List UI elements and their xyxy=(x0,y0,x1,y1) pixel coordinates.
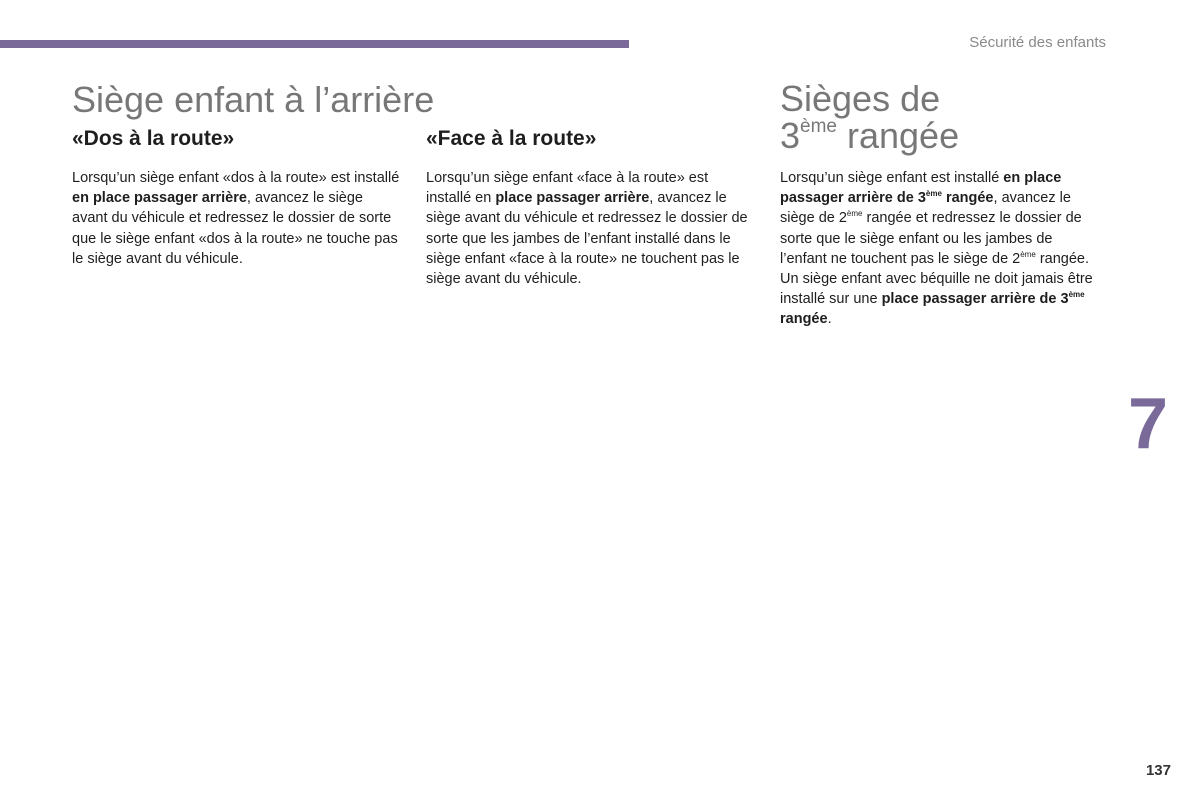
column-third-row xyxy=(780,168,1100,330)
subtitle-rear-facing: «Dos à la route» xyxy=(72,127,235,150)
section-label: Sécurité des enfants xyxy=(969,34,1106,51)
third-row-paragraph-2: Un siège enfant avec béquille ne doit jamais être installé sur une place passager arrière de 3ème rangée. xyxy=(780,271,1093,328)
column-forward-facing xyxy=(426,168,756,289)
third-row-paragraph-1: Lorsqu’un siège enfant est installé en place passager arrière de 3ème rangée, avancez le siège de 2ème rangée et redressez le dossier de sorte que le siège enfant ou les jambes de l’enfant ne touchent pas le siège de 2ème rangée. xyxy=(780,170,1090,267)
chapter-number: 7 xyxy=(1128,384,1169,464)
page-number: 137 xyxy=(1145,762,1171,779)
header-accent-bar xyxy=(0,40,629,48)
third-row-title: Sièges de 3ème rangée xyxy=(780,78,960,156)
subtitle-forward-facing: «Face à la route» xyxy=(426,127,597,150)
main-title: Siège enfant à l’arrière xyxy=(72,79,435,120)
column-rear-facing xyxy=(72,168,402,269)
forward-facing-paragraph: Lorsqu’un siège enfant «face à la route» est installé en place passager arrière, avancez le siège avant du véhicule et redressez le dossier de sorte que les jambes de l’enfant installé dans le siège enfant «face à la route» ne touchent pas le siège avant du véhicule. xyxy=(426,170,748,288)
rear-facing-paragraph: Lorsqu’un siège enfant «dos à la route» est installé en place passager arrière, avancez le siège avant du véhicule et redressez le dossier de sorte que le siège enfant «dos à la route» ne touche pas le siège avant du véhicule. xyxy=(72,170,400,267)
